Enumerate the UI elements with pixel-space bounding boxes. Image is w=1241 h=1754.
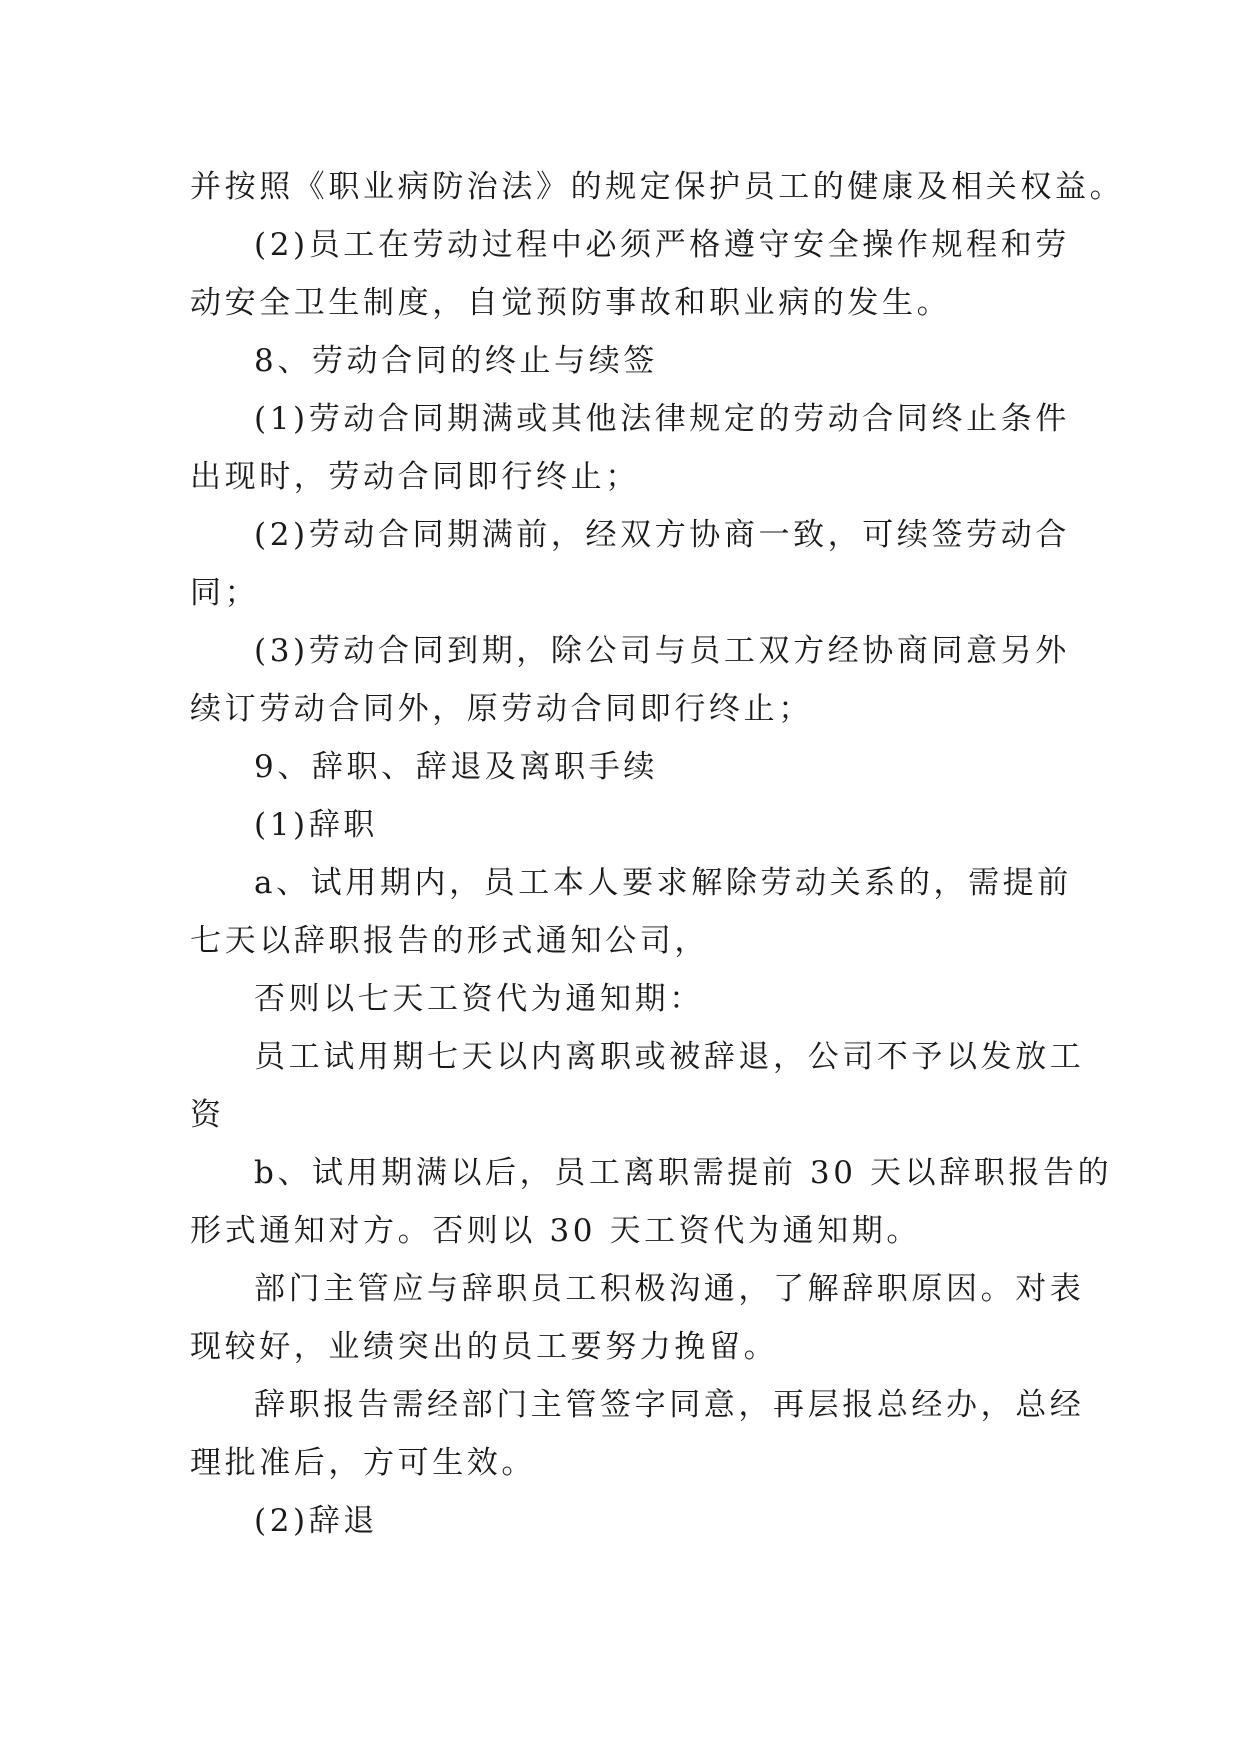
text-line: 续订劳动合同外，原劳动合同即行终止； <box>190 691 813 727</box>
text-line: 动安全卫生制度，自觉预防事故和职业病的发生。 <box>190 285 952 321</box>
text-line: 员工试用期七天以内离职或被辞退，公司不予以发放工 <box>254 1039 1085 1075</box>
section-heading: 8、劳动合同的终止与续签 <box>254 343 658 379</box>
text-line: a、试用期内，员工本人要求解除劳动关系的，需提前 <box>254 865 1072 901</box>
text-line: b、试用期满以后，员工离职需提前 30 天以辞职报告的 <box>254 1155 1113 1191</box>
text-line: (1)劳动合同期满或其他法律规定的劳动合同终止条件 <box>254 401 1070 437</box>
text-line: 否则以七天工资代为通知期： <box>254 981 704 1017</box>
text-line: 出现时，劳动合同即行终止； <box>190 459 640 495</box>
subsection-heading: (2)辞退 <box>254 1503 378 1539</box>
text-line: 资 <box>190 1097 225 1133</box>
text-line: 辞职报告需经部门主管签字同意，再层报总经办，总经 <box>254 1387 1085 1423</box>
subsection-heading: (1)辞职 <box>254 807 378 843</box>
text-line: 同； <box>190 575 260 611</box>
text-line: (2)员工在劳动过程中必须严格遵守安全操作规程和劳 <box>254 227 1070 263</box>
text-line: 现较好，业绩突出的员工要努力挽留。 <box>190 1329 779 1365</box>
text-line: 七天以辞职报告的形式通知公司， <box>190 923 709 959</box>
text-line: 形式通知对方。否则以 30 天工资代为通知期。 <box>190 1213 921 1249</box>
text-line: 并按照《职业病防治法》的规定保护员工的健康及相关权益。 <box>190 169 1125 205</box>
section-heading: 9、辞职、辞退及离职手续 <box>254 749 658 785</box>
text-line: (3)劳动合同到期，除公司与员工双方经协商同意另外 <box>254 633 1070 669</box>
text-line: 部门主管应与辞职员工积极沟通，了解辞职原因。对表 <box>254 1271 1085 1307</box>
document-body <box>190 158 1125 1550</box>
text-line: (2)劳动合同期满前，经双方协商一致，可续签劳动合 <box>254 517 1070 553</box>
text-line: 理批准后，方可生效。 <box>190 1445 536 1481</box>
